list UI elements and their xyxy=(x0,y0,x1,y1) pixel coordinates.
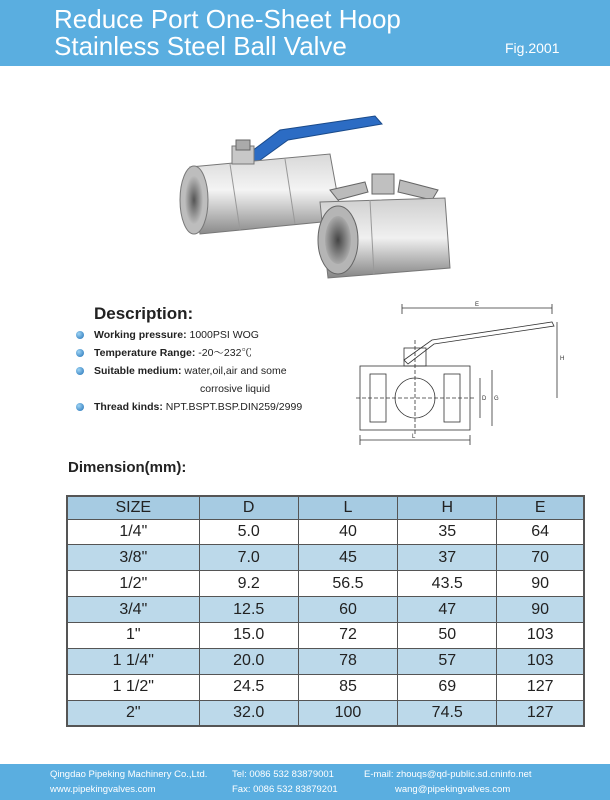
bullet-icon xyxy=(76,331,84,339)
drawing-label-l: L xyxy=(412,434,416,440)
spec-value: water,oil,air and some xyxy=(181,365,287,377)
description-list xyxy=(76,326,346,416)
table-cell: 64 xyxy=(497,519,584,545)
table-cell: 127 xyxy=(497,700,584,726)
column-header: D xyxy=(199,496,298,519)
table-cell: 37 xyxy=(398,545,497,571)
table-cell: 127 xyxy=(497,674,584,700)
table-row xyxy=(67,597,584,623)
footer-email-2[interactable]: wang@pipekingvalves.com xyxy=(395,784,511,795)
table-cell: 2" xyxy=(67,700,199,726)
spec-value: NPT.BSPT.BSP.DIN259/2999 xyxy=(162,401,303,413)
spec-value: -20～232℃ xyxy=(195,347,252,359)
description-item xyxy=(76,398,346,416)
table-cell: 90 xyxy=(497,597,584,623)
table-cell: 40 xyxy=(298,519,397,545)
table-cell: 20.0 xyxy=(199,648,298,674)
table-cell: 1 1/2" xyxy=(67,674,199,700)
table-cell: 90 xyxy=(497,571,584,597)
bullet-icon xyxy=(76,403,84,411)
spec-label: Suitable medium: xyxy=(94,365,182,377)
column-header: SIZE xyxy=(67,496,199,519)
table-header-row xyxy=(67,496,584,519)
table-cell: 35 xyxy=(398,519,497,545)
table-cell: 1/2" xyxy=(67,571,199,597)
table-cell: 50 xyxy=(398,623,497,649)
table-cell: 1 1/4" xyxy=(67,648,199,674)
footer-tel: Tel: 0086 532 83879001 xyxy=(232,769,334,780)
table-cell: 78 xyxy=(298,648,397,674)
table-cell: 72 xyxy=(298,623,397,649)
footer-email[interactable]: E-mail: zhouqs@qd-public.sd.cninfo.net xyxy=(364,769,532,780)
table-cell: 47 xyxy=(398,597,497,623)
table-cell: 3/4" xyxy=(67,597,199,623)
description-title: Description: xyxy=(94,304,194,323)
table-cell: 7.0 xyxy=(199,545,298,571)
spec-label: Working pressure: xyxy=(94,329,187,341)
footer-banner xyxy=(0,764,610,800)
column-header: H xyxy=(398,496,497,519)
bullet-icon xyxy=(76,367,84,375)
table-row xyxy=(67,545,584,571)
column-header: L xyxy=(298,496,397,519)
drawing-label-g: G xyxy=(494,396,499,402)
table-cell: 74.5 xyxy=(398,700,497,726)
dimension-title: Dimension(mm): xyxy=(68,459,187,476)
dimension-table xyxy=(66,495,585,727)
table-cell: 32.0 xyxy=(199,700,298,726)
table-cell: 103 xyxy=(497,623,584,649)
footer-fax: Fax: 0086 532 83879201 xyxy=(232,784,338,795)
figure-number: Fig.2001 xyxy=(505,40,560,56)
drawing-label-e: E xyxy=(475,302,480,308)
description-item xyxy=(76,326,346,344)
technical-drawing xyxy=(352,300,572,450)
table-cell: 24.5 xyxy=(199,674,298,700)
table-row xyxy=(67,519,584,545)
table-cell: 43.5 xyxy=(398,571,497,597)
description-item xyxy=(76,362,346,398)
table-cell: 56.5 xyxy=(298,571,397,597)
table-row xyxy=(67,571,584,597)
table-cell: 12.5 xyxy=(199,597,298,623)
bullet-icon xyxy=(76,349,84,357)
drawing-label-h: H xyxy=(560,356,565,362)
table-cell: 57 xyxy=(398,648,497,674)
header-banner xyxy=(0,0,610,66)
footer-website-link[interactable]: www.pipekingvalves.com xyxy=(50,784,156,795)
column-header: E xyxy=(497,496,584,519)
title-line-2: Stainless Steel Ball Valve xyxy=(54,31,347,61)
table-cell: 100 xyxy=(298,700,397,726)
table-cell: 60 xyxy=(298,597,397,623)
drawing-label-d: D xyxy=(482,396,487,402)
table-row xyxy=(67,623,584,649)
table-cell: 69 xyxy=(398,674,497,700)
footer-company: Qingdao Pipeking Machinery Co.,Ltd. xyxy=(50,769,208,780)
table-cell: 3/8" xyxy=(67,545,199,571)
table-row xyxy=(67,648,584,674)
spec-label: Temperature Range: xyxy=(94,347,196,359)
table-cell: 103 xyxy=(497,648,584,674)
valve-photo-butterfly xyxy=(310,160,460,290)
page-title xyxy=(54,6,401,60)
table-cell: 70 xyxy=(497,545,584,571)
table-row xyxy=(67,674,584,700)
spec-label: Thread kinds: xyxy=(94,401,163,413)
table-cell: 1/4" xyxy=(67,519,199,545)
table-cell: 9.2 xyxy=(199,571,298,597)
table-cell: 1" xyxy=(67,623,199,649)
table-cell: 5.0 xyxy=(199,519,298,545)
table-cell: 15.0 xyxy=(199,623,298,649)
description-item xyxy=(76,344,346,362)
spec-value-continued: corrosive liquid xyxy=(200,383,271,395)
table-cell: 85 xyxy=(298,674,397,700)
table-row xyxy=(67,700,584,726)
title-line-1: Reduce Port One-Sheet Hoop xyxy=(54,4,401,34)
spec-value: 1000PSI WOG xyxy=(186,329,259,341)
table-cell: 45 xyxy=(298,545,397,571)
